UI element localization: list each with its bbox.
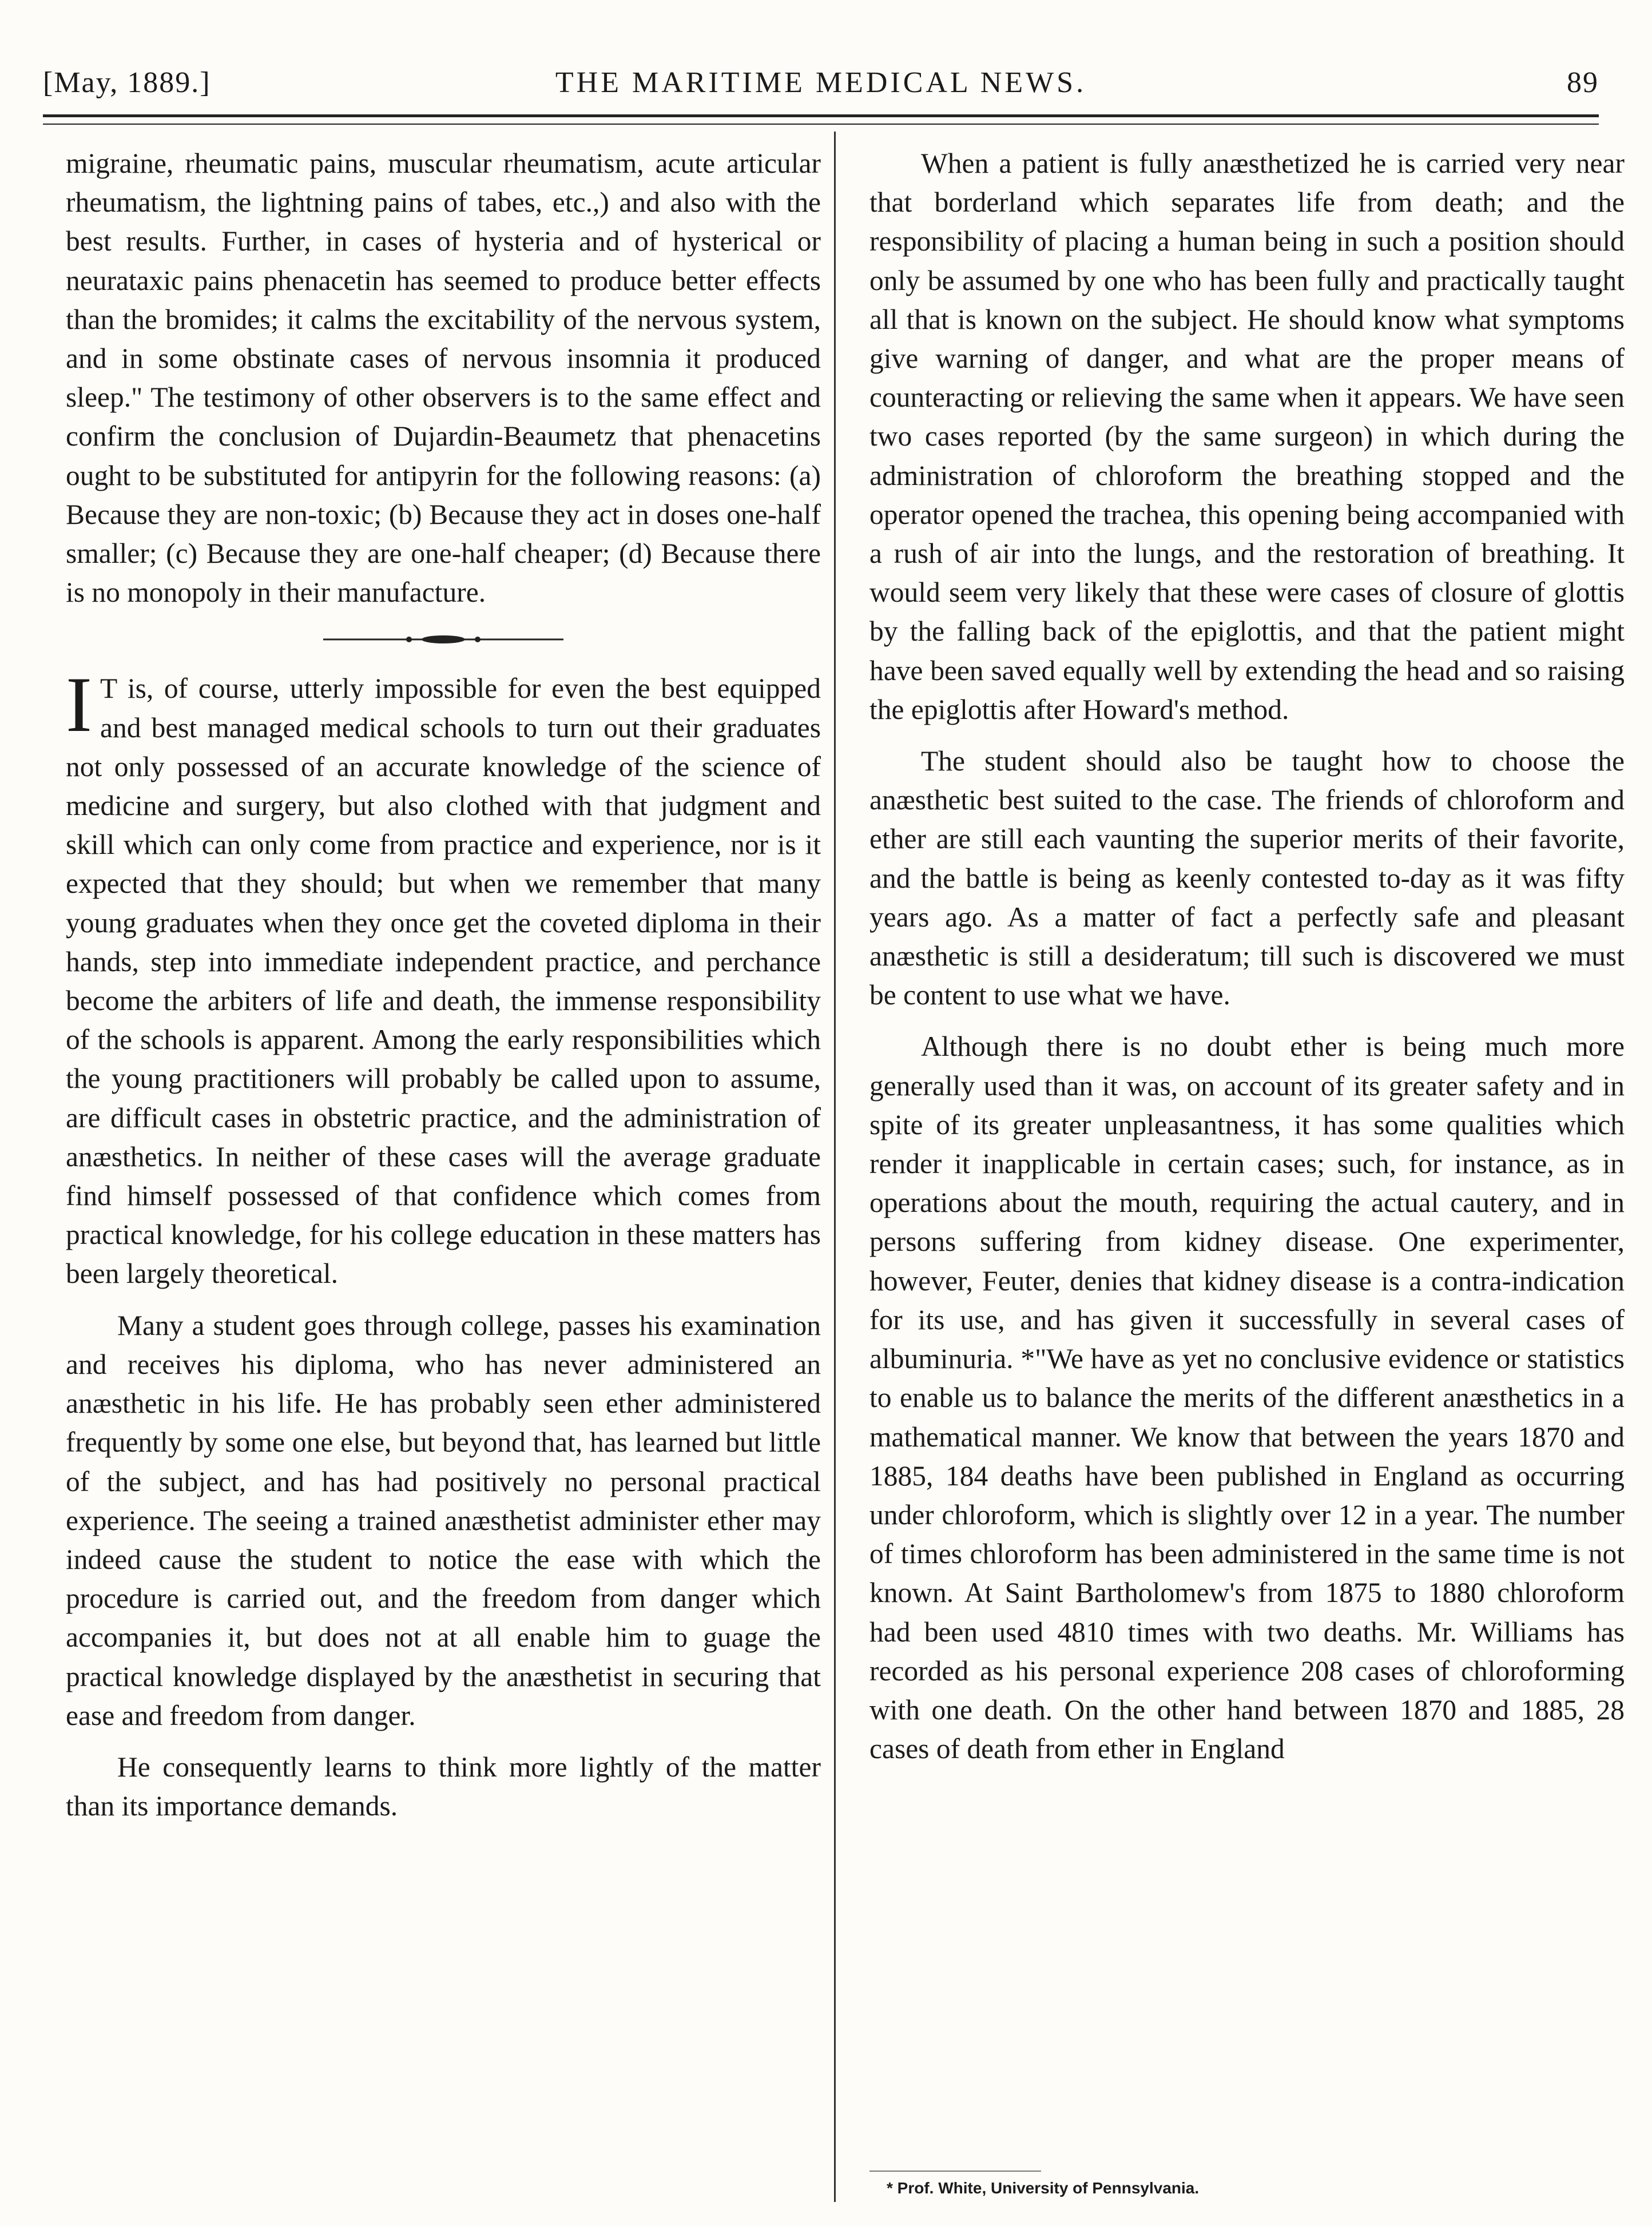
paragraph-borderland: When a patient is fully anæsthetized he is carried very near that borderland which separates life from death; and the responsibility of placing a human being in such a position should only be assumed by one who has been fully and practically taught all that is known on the subject. He should know what symptoms give warning of danger, and what are the proper means of counteracting or relieving the same when it appears. We have seen two cases reported (by the same surgeon) in which during the administration of chloroform the breathing stopped and the operator opened the trachea, this opening being accompanied with a rush of air into the lungs, and the restoration of breathing. It would seem very likely that these were cases of closure of glottis by the falling back of the epiglottis, and that the patient might have been saved equally well by extending the head and so raising the epiglottis after Howard's method. [869,148,1625,725]
section-ornament-divider [317,633,569,646]
column-divider [834,132,836,2202]
left-column [66,144,821,1826]
header-rule-thick [43,114,1599,117]
header-rule-thin [43,124,1599,125]
page-number: 89 [1567,66,1599,99]
running-header [43,54,1599,106]
journal-title: THE MARITIME MEDICAL NEWS. [555,66,1087,99]
footnote: * Prof. White, University of Pennsylvania. [887,2179,1200,2197]
footnote-rule [869,2171,1041,2172]
paragraph-choose-anaesthetic: The student should also be taught how to choose the anæsthetic best suited to the case. The friends of chloroform and ether are still each vaunting the superior merits of their favorite, and the battle is being as keenly contested to-day as it was fifty years ago. As a matter of fact a perfectly safe and pleasant anæsthetic is still a desideratum; till such is discovered we must be content to use what we have. [869,745,1625,1011]
paragraph-anaesthetics-intro: IT is, of course, utterly impossible for even the best equipped and best managed medical schools to turn out their graduates not only possessed of an accurate knowledge of the science of medicine and surgery, but also clothed with that judgment and skill which can only come from practice and experience, nor is it expected that they should; but when we remember that many young graduates when they once get the coveted diploma in their hands, step into immediate independent practice, and perchance become the arbiters of life and death, the immense responsibility of the schools is apparent. Among the early responsibilities which the young practitioners will probably be called upon to assume, are difficult cases in obstetric practice, and the administration of anæsthetics. In neither of these cases will the average graduate find himself possessed of that confidence which comes from practical knowledge, for his college education in these matters has been largely theoretical. [66,661,821,1290]
right-column [869,144,1625,1768]
paragraph-consequence: He consequently learns to think more lightly of the matter than its importance demands. [66,1751,821,1822]
paragraph-phenacetin-continued: migraine, rheumatic pains, muscular rheumatism, acute articular rheumatism, the lightning pains of tabes, etc.,) and also with the best results. Further, in cases of hysteria and of hysterical or neurataxic pains phenacetin has seemed to produce better effects than the bromides; it calms the excitability of the nervous system, and in some obstinate cases of nervous insomnia it produced sleep." The testimony of other observers is to the same effect and confirm the conclusion of Dujardin-Beaumetz that phenacetins ought to be substituted for antipyrin for the following reasons: (a) Because they are non-toxic; (b) Because they act in doses one-half smaller; (c) Because they are one-half cheaper; (d) Because there is no monopoly in their manufacture. [66,148,821,609]
issue-date: [May, 1889.] [43,66,211,99]
paragraph-student-experience: Many a student goes through college, passes his examination and receives his diploma, who has never administered an anæsthetic in his life. He has probably seen ether administered frequently by some one else, but beyond that, has learned but little of the subject, and has had positively no personal practical experience. The seeing a trained anæsthetist administer ether may indeed cause the student to notice the ease with which the procedure is carried out, and the freedom from danger which accompanies it, but does not at all enable him to guage the practical knowledge displayed by the anæsthetist in securing that ease and freedom from danger. [66,1309,821,1731]
paragraph-ether-statistics: Although there is no doubt ether is being much more generally used than it was, on account of its greater safety and in spite of its greater unpleasantness, it has some qualities which render it inapplicable in certain cases; such, for instance, as in operations about the mouth, requiring the actual cautery, and in persons suffering from kidney disease. One experimenter, however, Feuter, denies that kidney disease is a contra-indication for its use, and has given it successfully in several cases of albuminuria. *"We have as yet no conclusive evidence or statistics to enable us to balance the merits of the different anæsthetics in a mathematical manner. We know that between the years 1870 and 1885, 184 deaths have been published in England as occurring under chloroform, which is slightly over 12 in a year. The number of times chloroform has been administered in the same time is not known. At Saint Bartholomew's from 1875 to 1880 chloroform had been used 4810 times with two deaths. Mr. Williams has recorded as his personal experience 208 cases of chloroforming with one death. On the other hand between 1870 and 1885, 28 cases of death from ether in England [869,1031,1625,1765]
